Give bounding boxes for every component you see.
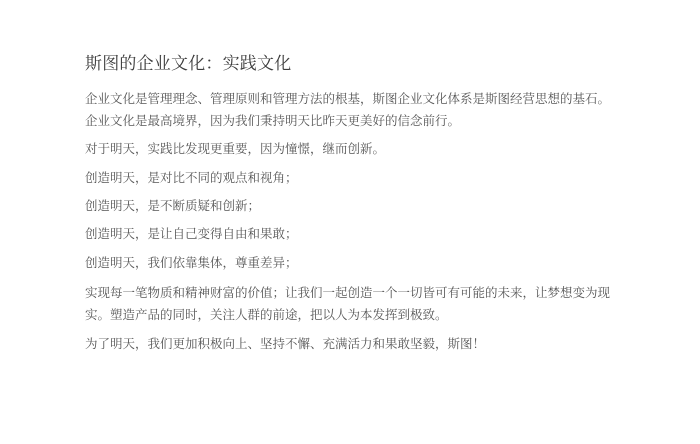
paragraph-line: 创造明天，是让自己变得自由和果敢； xyxy=(85,227,298,241)
paragraph-practice-over-discovery xyxy=(85,138,385,160)
paragraph-create-tomorrow-4 xyxy=(85,252,298,274)
paragraph-create-tomorrow-3 xyxy=(85,223,298,245)
paragraph-culture-foundation xyxy=(85,88,610,132)
paragraph-create-tomorrow-1 xyxy=(85,167,298,189)
paragraph-line: 对于明天，实践比发现更重要，因为憧憬，继而创新。 xyxy=(85,142,386,156)
paragraph-line: 创造明天，是不断质疑和创新； xyxy=(85,199,261,213)
document-title: 斯图的企业文化：实践文化 xyxy=(85,54,292,73)
paragraph-line: 实。塑造产品的同时，关注人群的前途，把以人为本发挥到极致。 xyxy=(85,308,448,322)
paragraph-line: 创造明天，是对比不同的观点和视角； xyxy=(85,171,298,185)
paragraph-line: 创造明天，我们依靠集体，尊重差异； xyxy=(85,256,298,270)
paragraph-line: 为了明天，我们更加积极向上、坚持不懈、充满活力和果敢坚毅，斯图！ xyxy=(85,337,486,351)
paragraph-create-tomorrow-2 xyxy=(85,195,260,217)
paragraph-line: 实现每一笔物质和精神财富的价值；让我们一起创造一个一切皆可有可能的未来，让梦想变为现 xyxy=(85,286,611,300)
paragraph-for-tomorrow xyxy=(85,333,485,355)
paragraph-realize-value xyxy=(85,282,610,326)
paragraph-line: 企业文化是最高境界，因为我们秉持明天比昨天更美好的信念前行。 xyxy=(85,114,461,128)
paragraph-line: 企业文化是管理理念、管理原则和管理方法的根基，斯图企业文化体系是斯图经营思想的基石。 xyxy=(85,92,611,106)
